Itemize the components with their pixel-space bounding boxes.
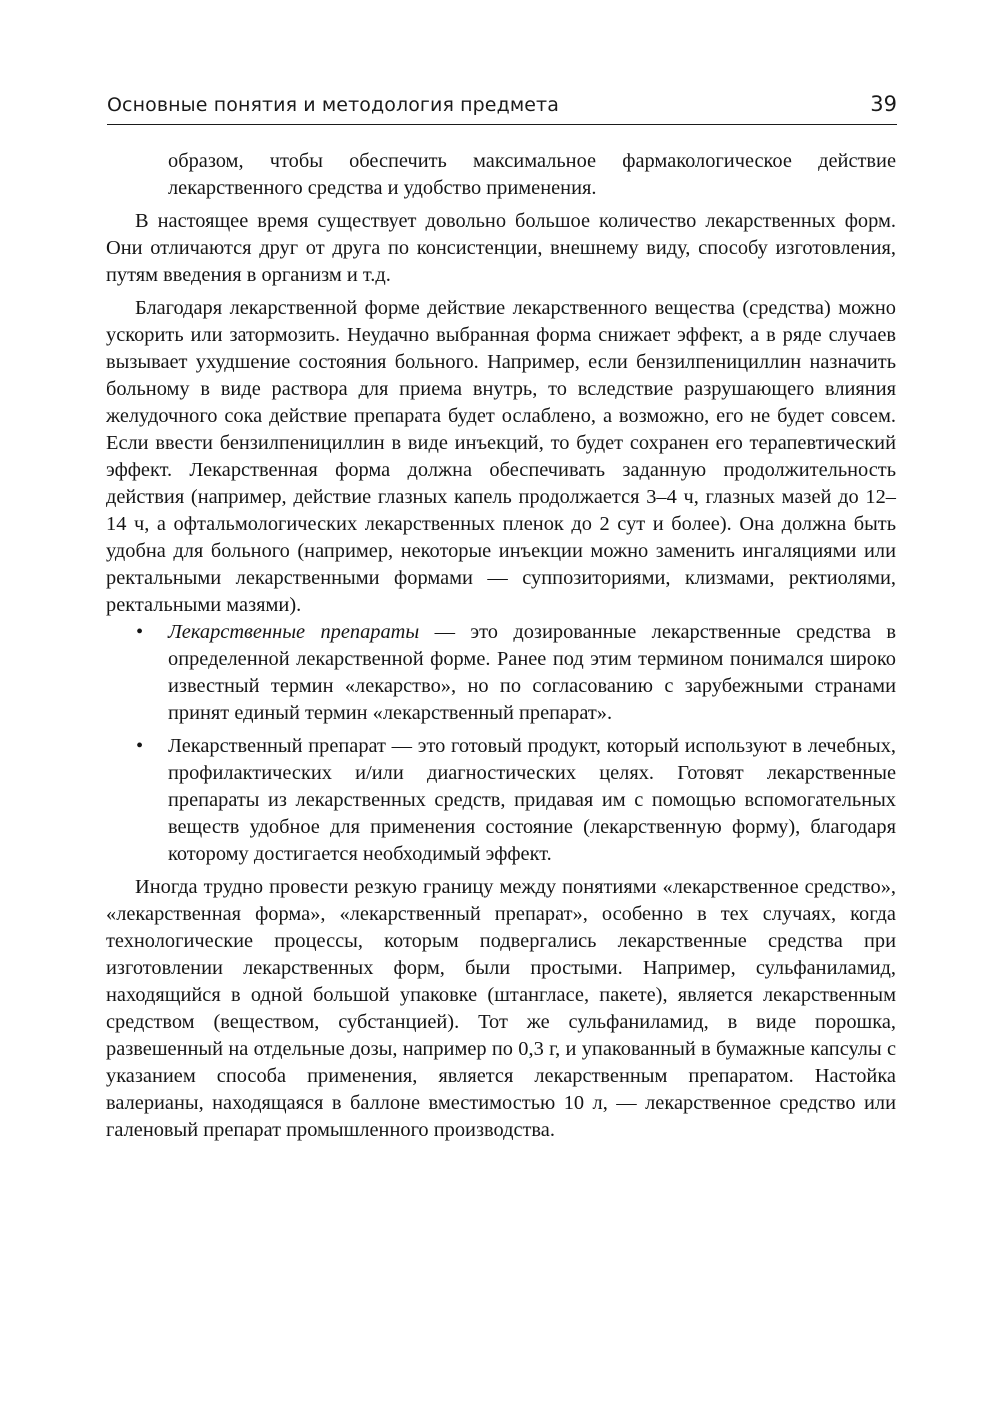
running-title: Основные понятия и методология предмета: [107, 94, 559, 116]
paragraph-boundary-between-concepts: Иногда трудно провести резкую границу между понятиями «лекарственное средство», «лекарственная форма», «лекарственный препарат», особенно в тех случаях, когда технологические процессы, которым подвергались лекарственные средства при изготовлении лекарственных форм, были простыми. Например, сульфаниламид, находящийся в одной большой упаковке (штангласе, пакете), является лекарственным средством (веществом, субстанцией). Тот же сульфаниламид, в виде порошка, развешенный на отдельные дозы, например по 0,3 г, и упакованный в бумажные капсулы с указанием способа применения, является лекарственным препаратом. Настойка валерианы, находящаяся в баллоне вместимостью 10 л, — лекарственное средство или галеновый препарат промышленного производства.: [106, 876, 896, 1141]
defined-term: Лекарственные препараты: [168, 621, 420, 643]
list-item-medicinal-preparations: [106, 619, 896, 727]
bullet-icon: •: [136, 735, 144, 757]
definition-text: Лекарственный препарат — это готовый продукт, который используют в лечебных, профилактических и/или диагностических целях. Готовят лекарственные препараты из лекарственных средств, придавая им с помощью вспомогательных веществ удобное для применения состояние (лекарственную форму), благодаря которому достигается необходимый эффект.: [168, 735, 896, 865]
bullet-icon: •: [136, 621, 144, 643]
body-text: [106, 148, 896, 1144]
list-item-medicinal-product: [106, 733, 896, 868]
running-header: [107, 92, 897, 125]
continued-list-text: образом, чтобы обеспечить максимальное фармакологическое действие лекарственного средства и удобство применения.: [168, 150, 896, 199]
paragraph-dosage-form-effect: Благодаря лекарственной форме действие лекарственного вещества (средства) можно ускорить или затормозить. Неудачно выбранная форма снижает эффект, а в ряде случаев вызывает ухудшение состояния больного. Например, если бензилпенициллин назначить больному в виде раствора для приема внутрь, то вследствие разрушающего влияния желудочного сока действие препарата будет ослаблено, а возможно, его не будет совсем. Если ввести бензилпенициллин в виде инъекций, то будет сохранен его терапевтический эффект. Лекарственная форма должна обеспечивать заданную продолжительность действия (например, действие глазных капель продолжается 3–4 ч, глазных мазей до 12–14 ч, а офтальмологических лекарственных пленок до 2 сут и более). Она должна быть удобна для больного (например, некоторые инъекции можно заменить ингаляциями или ректальными лекарственными формами — суппозиториями, клизмами, ректиолями, ректальными мазями).: [106, 297, 896, 616]
paragraph-dosage-forms-variety: В настоящее время существует довольно большое количество лекарственных форм. Они отличаются друг от друга по консистенции, внешнему виду, способу изготовления, путям введения в организм и т.д.: [106, 210, 896, 286]
page-number: 39: [870, 92, 897, 116]
definition-text: — это дозированные лекарственные средства в определенной лекарственной форме. Ранее под этим термином понимался широко известный термин «лекарство», но по согласованию с зарубежными странами принят единый термин «лекарственный препарат».: [168, 621, 896, 724]
definition-list: [106, 619, 896, 868]
